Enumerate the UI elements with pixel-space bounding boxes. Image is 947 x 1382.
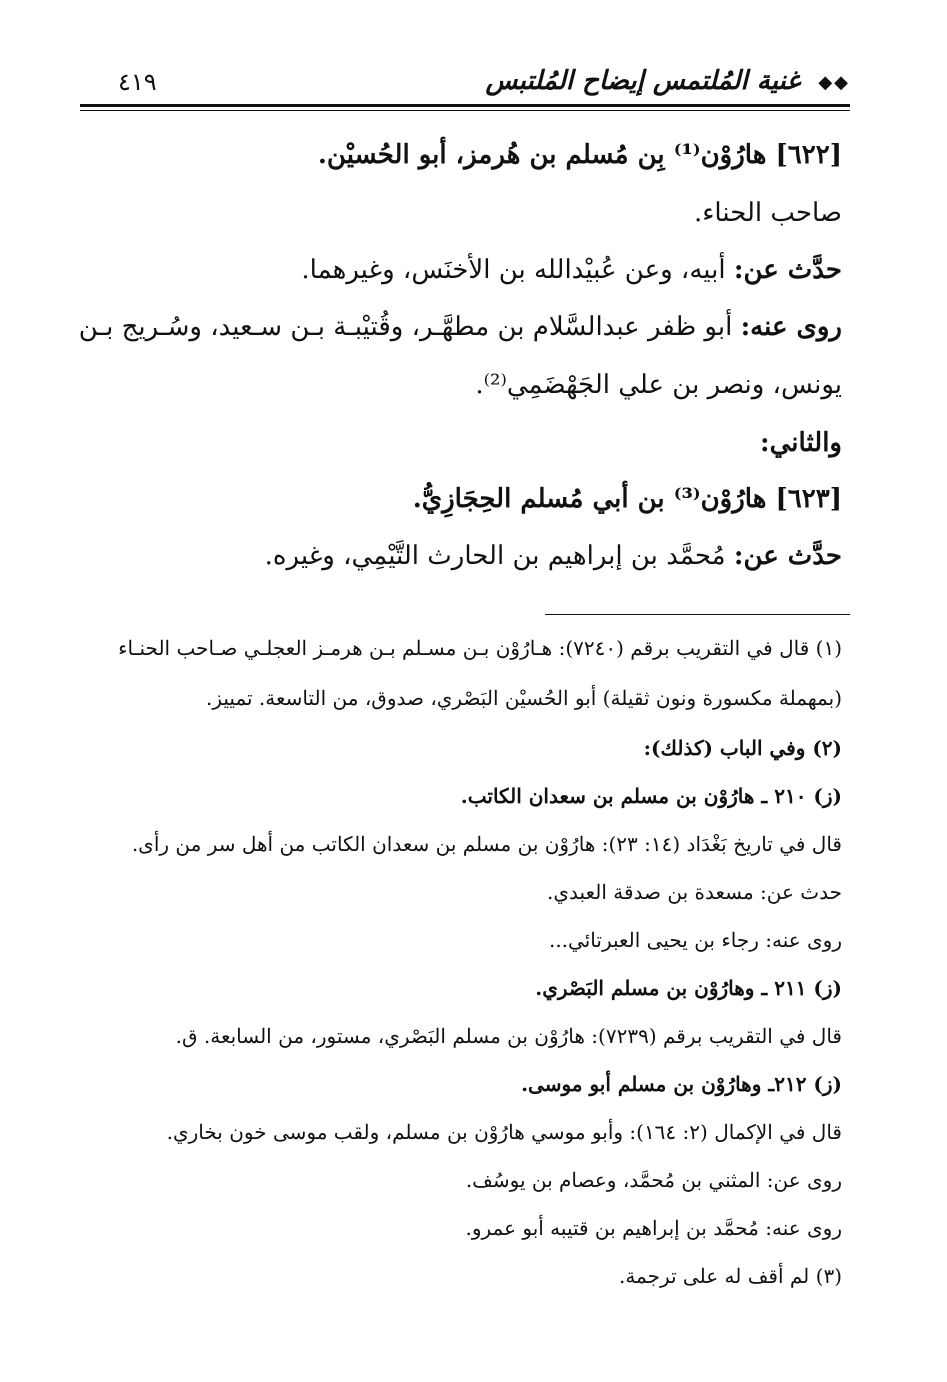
footnote-2-entry-210-narrators: روى عنه: رجاء بن يحيى العبرتائي...: [548, 928, 842, 952]
narrated-from-label: حدَّث عن:: [733, 255, 842, 285]
entry-622-narrated-from: [301, 255, 842, 285]
narrators-label: روى عنه:: [740, 312, 842, 342]
narrated-from-text: مُحمَّد بن إبراهيم بن الحارث التَّيْمِي، وغيره.: [264, 541, 734, 571]
footnote-3: (٣) لم أقف له على ترجمة.: [618, 1264, 842, 1288]
entry-623-title: [٦٢٣] هارُوْن⁽³⁾ بن أبي مُسلم الحِجَازِيُّ.: [412, 484, 842, 514]
footnote-separator: [545, 614, 850, 615]
entry-622-narrators-line2: يونس، ونصر بن علي الجَهْضَمِي⁽²⁾.: [475, 370, 842, 400]
second-heading: والثاني:: [760, 428, 842, 458]
narrated-from-label: حدَّث عن:: [733, 541, 842, 571]
entry-623-narrated-from: [265, 541, 842, 571]
footnote-2-entry-212-narrated-from: روى عن: المثني بن مُحمَّد، وعصام بن يوسُف.: [465, 1168, 842, 1192]
footnote-2-entry-211-quote: قال في التقريب برقم (٧٢٣٩): هارُوْن بن مسلم البَصْري، مستور، من السابعة. ق.: [175, 1024, 842, 1048]
narrators-text: أبو ظفر عبدالسَّلام بن مطهَّـر، وقُتيْبـة بـن سـعيد، وسُـريج بـن: [78, 312, 741, 342]
footnote-2-entry-212: (ز) ٢١٢ـ وهارُوْن بن مسلم أبو موسى.: [521, 1072, 842, 1096]
footnote-2-entry-211: (ز) ٢١١ ـ وهارُوْن بن مسلم البَصْري.: [535, 976, 842, 1000]
entry-622-title: [٦٢٢] هارُوْن⁽¹⁾ بِن مُسلم بن هُرمز، أبو الحُسيْن.: [317, 140, 842, 170]
narrated-from-text: أبيه، وعن عُبيْدالله بن الأخنَس، وغيرهما.: [301, 255, 734, 285]
header-rule-thick: [80, 104, 850, 107]
running-title: غنية المُلتمس إيضاح المُلتبس: [485, 66, 800, 96]
footnote-2-entry-212-quote: قال في الإكمال (٢: ١٦٤): وأبو موسي هارُوْن بن مسلم، ولقب موسى خون بخاري.: [166, 1120, 842, 1144]
footnote-2-entry-212-narrators: روى عنه: مُحمَّد بن إبراهيم بن قتيبه أبو عمرو.: [465, 1216, 842, 1240]
footnote-2-heading: (٢) وفي الباب (كذلك):: [643, 736, 842, 760]
page-number: ٤١٩: [118, 68, 157, 96]
footnote-2-entry-210-quote: قال في تاريخ بَغْدَاد (١٤: ٢٣): هارُوْن بن مسلم بن سعدان الكاتب من أهل سر من رأى.: [131, 832, 842, 856]
header-diamonds: ◆◆: [818, 72, 850, 93]
header-rule-thin: [80, 110, 850, 111]
footnote-1-line1: (١) قال في التقريب برقم (٧٢٤٠): هـارُوْن بـن مسـلم بـن هرمـز العجلـي صـاحب الحنـاء: [118, 636, 842, 660]
footnote-1-line2: (بمهملة مكسورة ونون ثقيلة) أبو الحُسيْن البَصْري، صدوق، من التاسعة. تمييز.: [205, 686, 842, 710]
entry-622-description: صاحب الحناء.: [693, 198, 842, 228]
footnote-2-entry-210: (ز) ٢١٠ ـ هارُوْن بن مسلم بن سعدان الكاتب.: [460, 784, 842, 808]
footnote-2-entry-210-narrated-from: حدث عن: مسعدة بن صدقة العبدي.: [547, 880, 842, 904]
entry-622-narrators-line1: [79, 312, 842, 342]
page-header: [80, 62, 850, 106]
